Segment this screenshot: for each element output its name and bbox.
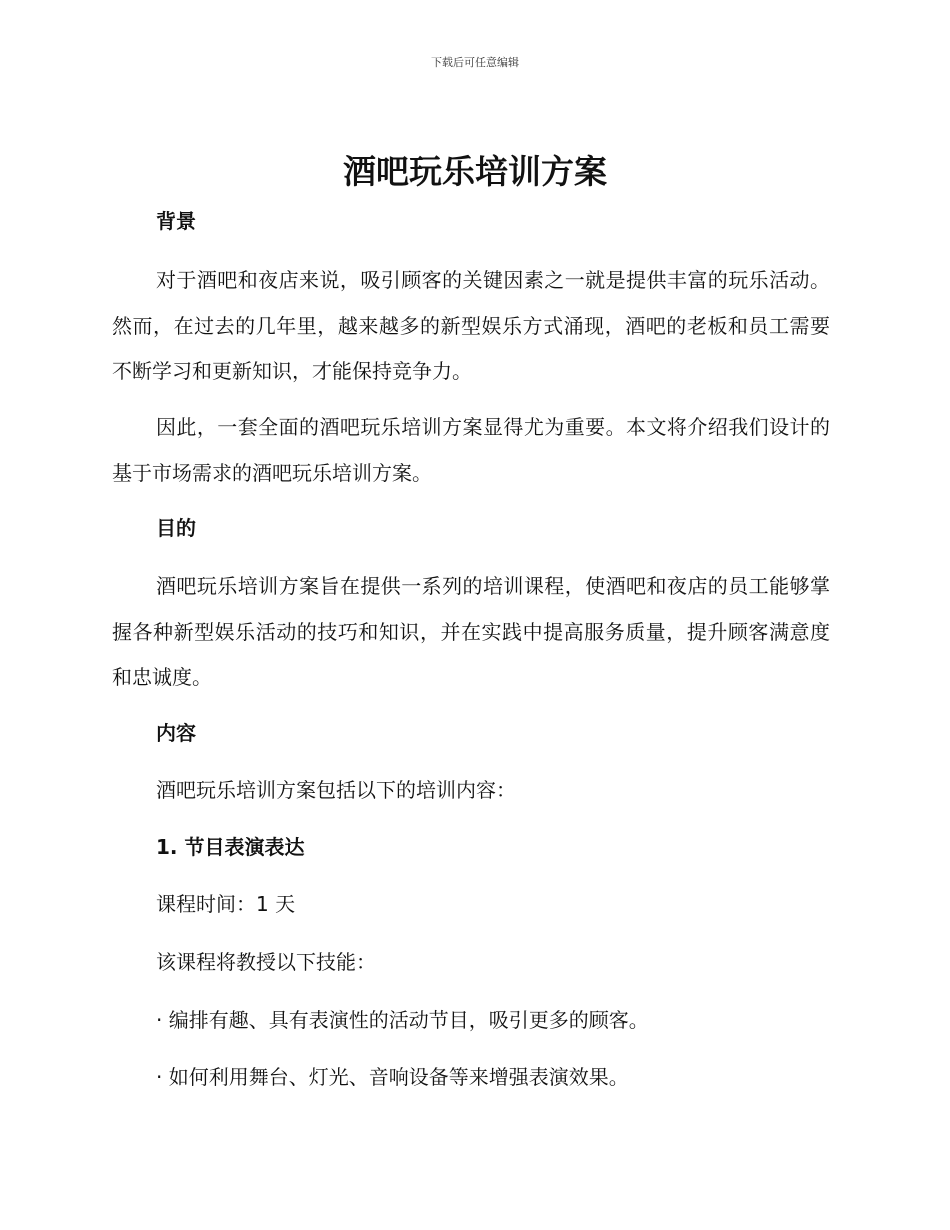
course-skills-intro: 该课程将教授以下技能： [156, 950, 376, 974]
background-paragraph-1: 对于酒吧和夜店来说，吸引顾客的关键因素之一就是提供丰富的玩乐活动。然而，在过去的几年里，越来越多的新型娱乐方式涌现，酒吧的老板和员工需要不断学习和更新知识，才能保持竞争力。 [112, 268, 830, 383]
content-intro: 酒吧玩乐培训方案包括以下的培训内容： [156, 778, 516, 802]
list-item: · 如何利用舞台、灯光、音响设备等来增强表演效果。 [156, 1065, 629, 1089]
purpose-paragraph: 酒吧玩乐培训方案旨在提供一系列的培训课程，使酒吧和夜店的员工能够掌握各种新型娱乐活动的技巧和知识，并在实践中提高服务质量，提升顾客满意度和忠诚度。 [112, 574, 830, 689]
section-heading-background: 背景 [156, 209, 196, 233]
section-heading-content: 内容 [156, 721, 196, 745]
background-paragraph-2: 因此，一套全面的酒吧玩乐培训方案显得尤为重要。本文将介绍我们设计的基于市场需求的酒吧玩乐培训方案。 [112, 415, 830, 485]
list-item: · 编排有趣、具有表演性的活动节目，吸引更多的顾客。 [156, 1008, 649, 1032]
course-duration: 课程时间：1 天 [156, 892, 296, 916]
header-note: 下载后可任意编辑 [431, 56, 519, 69]
section-heading-purpose: 目的 [156, 516, 196, 540]
document-title: 酒吧玩乐培训方案 [343, 152, 607, 191]
course-heading: 1. 节目表演表达 [156, 835, 305, 859]
